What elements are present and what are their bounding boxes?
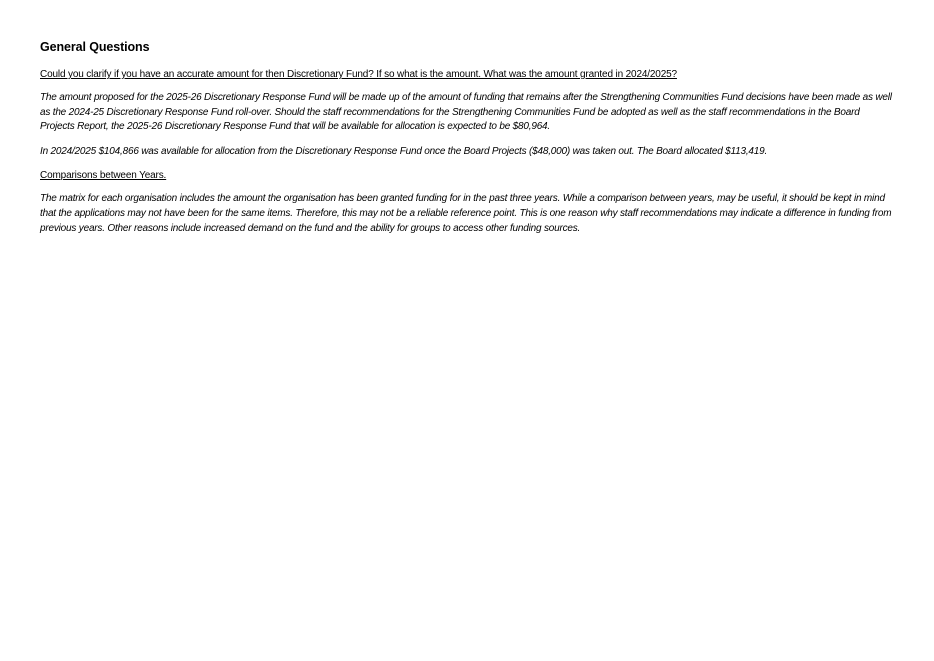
answer-comparisons-matrix: The matrix for each organisation includes the amount the organisation has been granted funding for in the past three years. While a comparison between years, may be useful, it should be kept in mind that the applications may not have been for the same items. Therefore, this may not be a reliable reference point. This is one reason why staff recommendations may indicate a difference in funding from previous years. Other reasons include increased demand on the fund and the ability for groups to access other funding sources. <box>40 193 892 234</box>
answer-2024-2025-allocation: In 2024/2025 $104,866 was available for allocation from the Discretionary Response Fund once the Board Projects ($48,000) was taken out. The Board allocated $113,419. <box>40 145 768 157</box>
answer-proposed-fund-amount: The amount proposed for the 2025-26 Discretionary Response Fund will be made up of the amount of funding that remains after the Strengthening Communities Fund decisions have been made as well as the 2024-25 Discretionary Response Fund roll-over. Should the staff recommendations for the Strengthening Communities Fund be adopted as well as the staff recommendations in the Board Projects Report, the 2025-26 Discretionary Response Fund that will be available for allocation is expected to be $80,964. <box>40 92 892 133</box>
question-comparisons-between-years: Comparisons between Years. <box>40 170 167 182</box>
document-page <box>40 40 896 246</box>
section-heading: General Questions <box>40 40 150 54</box>
question-discretionary-fund-amount: Could you clarify if you have an accurate amount for then Discretionary Fund? If so what is the amount. What was the amount granted in 2024/2025? <box>40 69 677 80</box>
